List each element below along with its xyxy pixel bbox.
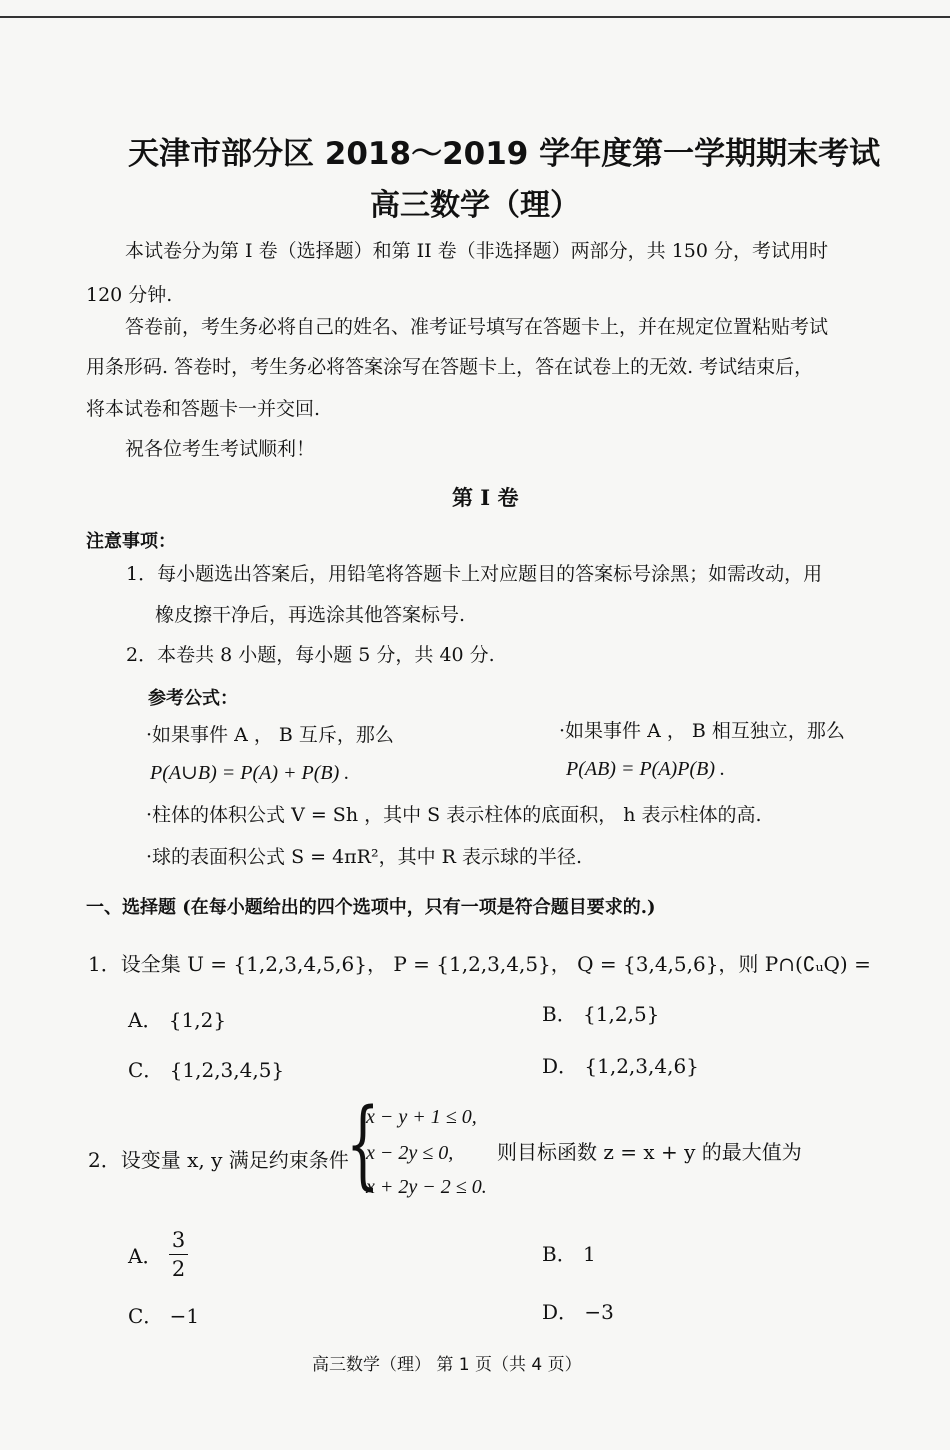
fraction-denominator: 2 xyxy=(171,1257,186,1281)
notice-item-1-line-1: 1．每小题选出答案后，用铅笔将答题卡上对应题目的答案标号涂黑；如需改动，用 xyxy=(126,563,823,585)
page-subtitle: 高三数学（理） xyxy=(370,188,580,223)
question-2-stem-right: 则目标函数 z = x + y 的最大值为 xyxy=(497,1140,802,1164)
question-2-option-d: D． −3 xyxy=(542,1300,614,1324)
intro-line-2: 120 分钟. xyxy=(86,284,173,306)
fraction-three-halves xyxy=(169,1226,188,1283)
part-1-heading: 一、选择题 (在每小题给出的四个选项中，只有一项是符合题目要求的.) xyxy=(86,897,656,918)
section-heading: 第 I 卷 xyxy=(452,485,519,510)
option-a-label: A． xyxy=(128,1244,163,1268)
question-2-stem-left: 2．设变量 x, y 满足约束条件 xyxy=(88,1148,349,1172)
question-1-stem: 1．设全集 U = {1,2,3,4,5,6}， P = {1,2,3,4,5}， Q = {3,4,5,6}，则 P∩(∁ᵤQ) = xyxy=(88,952,871,976)
question-1-option-d: D． {1,2,3,4,6} xyxy=(542,1054,699,1078)
intro-line-1: 本试卷分为第 I 卷（选择题）和第 II 卷（非选择题）两部分，共 150 分，考试用时 xyxy=(125,240,829,262)
intro-line-4: 用条形码. 答卷时，考生务必将答案涂写在答题卡上，答在试卷上的无效. 考试结束后， xyxy=(86,356,814,378)
notice-item-1-line-2: 橡皮擦干净后，再选涂其他答案标号. xyxy=(155,604,466,626)
question-2-option-c: C． −1 xyxy=(128,1304,200,1328)
constraint-brace: { xyxy=(346,1088,380,1200)
formulas-label: 参考公式： xyxy=(148,688,238,709)
formula-2: P(AB) = P(A)P(B) . xyxy=(566,758,725,780)
page-title: 天津市部分区 2018～2019 学年度第一学期期末考试 xyxy=(128,136,881,172)
constraint-1: x − y + 1 ≤ 0, xyxy=(366,1106,477,1128)
question-1-option-b: B． {1,2,5} xyxy=(542,1002,660,1026)
notice-item-2: 2．本卷共 8 小题，每小题 5 分，共 40 分. xyxy=(126,644,495,666)
constraint-2: x − 2y ≤ 0, xyxy=(366,1142,454,1164)
question-2-option-a xyxy=(128,1226,188,1283)
intro-line-3: 答卷前，考生务必将自己的姓名、准考证号填写在答题卡上，并在规定位置粘贴考试 xyxy=(125,316,829,338)
formula-2-text: ·如果事件 A ， B 相互独立，那么 xyxy=(559,720,845,742)
formula-3: ·柱体的体积公式 V = Sh ，其中 S 表示柱体的底面积， h 表示柱体的高. xyxy=(146,804,762,826)
question-1-option-c: C． {1,2,3,4,5} xyxy=(128,1058,285,1082)
intro-line-6: 祝各位考生考试顺利！ xyxy=(125,438,316,460)
constraint-3: x + 2y − 2 ≤ 0. xyxy=(366,1176,487,1198)
fraction-numerator: 3 xyxy=(169,1226,188,1255)
notice-label: 注意事项： xyxy=(86,531,176,552)
question-1-option-a: A． {1,2} xyxy=(128,1008,227,1032)
page-footer: 高三数学（理） 第 1 页（共 4 页） xyxy=(312,1355,582,1375)
formula-1: P(A∪B) = P(A) + P(B) . xyxy=(150,762,350,784)
intro-line-5: 将本试卷和答题卡一并交回. xyxy=(86,398,321,420)
formula-4: ·球的表面积公式 S = 4πR²，其中 R 表示球的半径. xyxy=(146,846,583,868)
top-border-line xyxy=(0,16,950,18)
formula-1-text: ·如果事件 A ， B 互斥，那么 xyxy=(146,724,394,746)
question-2-option-b: B． 1 xyxy=(542,1242,596,1266)
